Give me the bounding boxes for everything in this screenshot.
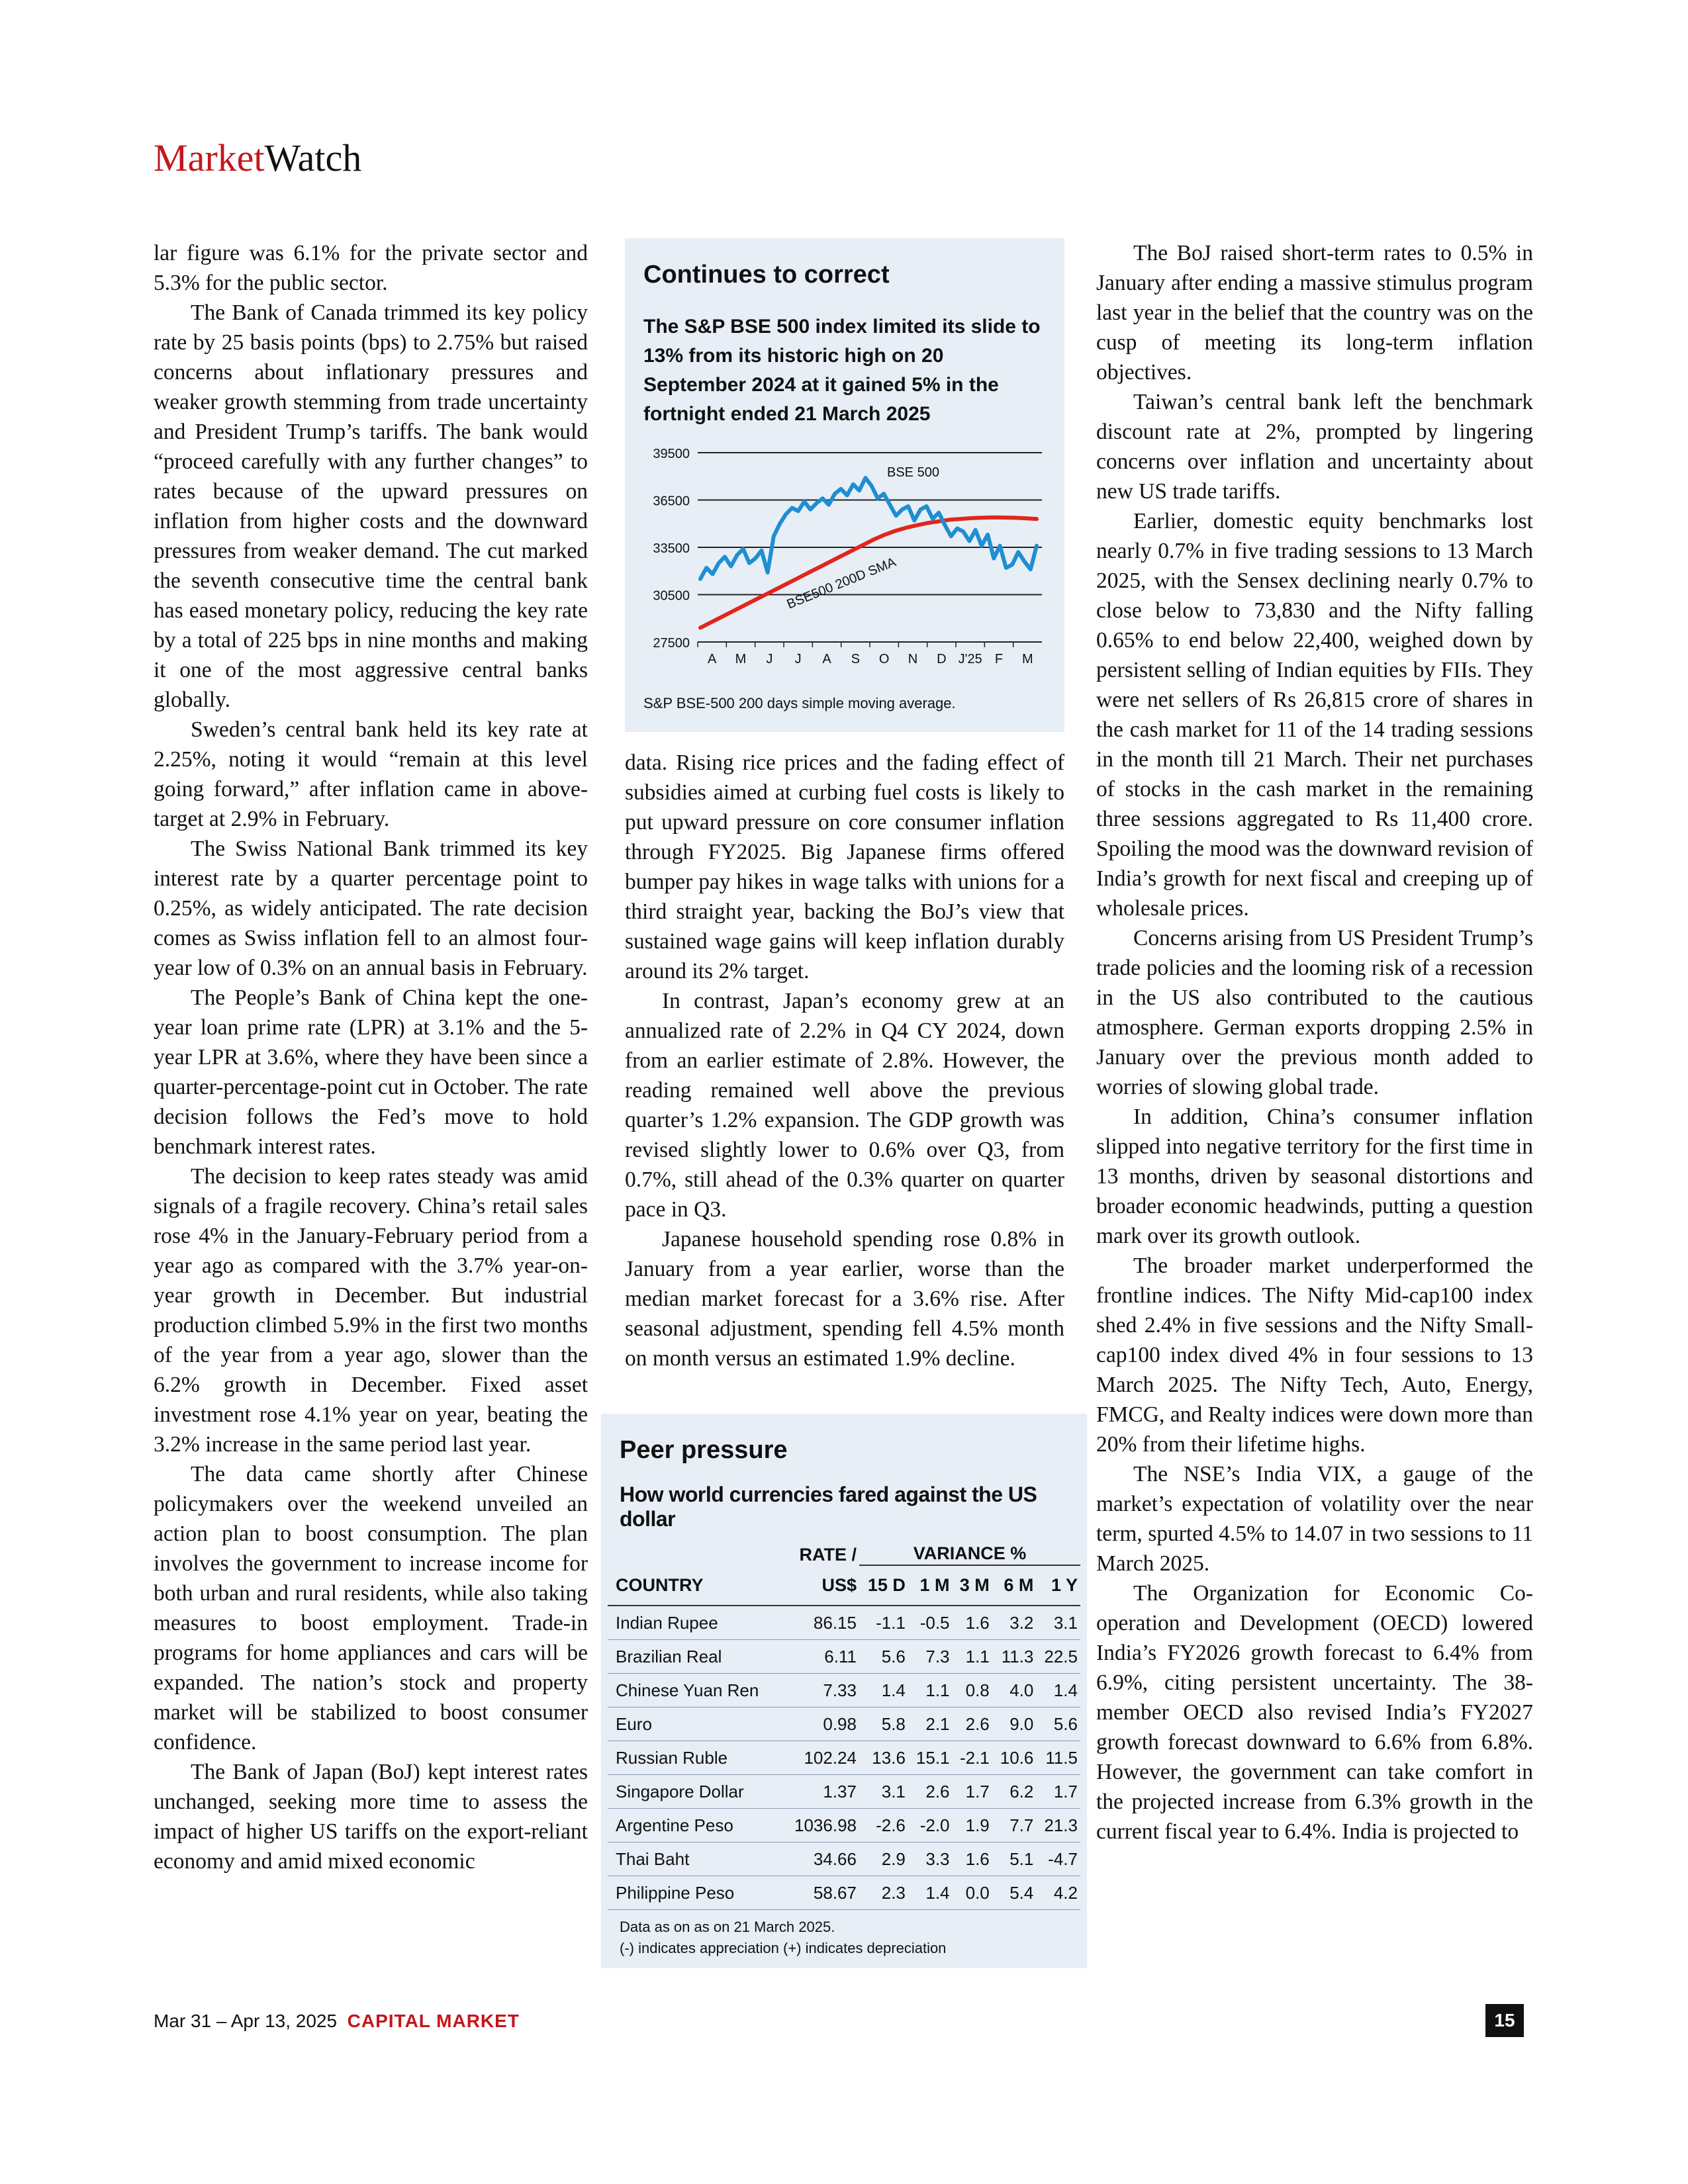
table-row — [608, 1741, 1080, 1775]
value-cell: 1.7 — [1036, 1775, 1080, 1809]
value-cell: 7.7 — [992, 1809, 1037, 1843]
paragraph: The broader market underperformed the frontline indices. The Nifty Mid-cap100 index shed 2.4% in five sessions and the Nifty Small-cap100 index dived 4% in four sessions to 13 March 2025. The Nifty Tech, Auto, Energy, FMCG, and Realty indices were down more than 20% from their lifetime highs. — [1096, 1253, 1533, 1457]
country-cell: Philippine Peso — [608, 1876, 782, 1910]
value-cell: 1.4 — [1036, 1674, 1080, 1707]
paragraph: The decision to keep rates steady was amid signals of a fragile recovery. China’s retail sales rose 4% in the January-February period from a year ago as compared with the 3.7% year-on-year growth in December. But industrial production climbed 5.9% in the first two months of the year from a year ago, slower than the 6.2% growth in December. Fixed asset investment rose 4.1% year on year, beating the 3.2% increase in the same period last year. — [154, 1164, 588, 1457]
value-cell: 5.6 — [1036, 1707, 1080, 1741]
chart-note: S&P BSE-500 200 days simple moving average. — [643, 695, 956, 711]
section-header — [154, 136, 362, 179]
value-cell: 5.6 — [859, 1640, 908, 1674]
value-cell: 5.4 — [992, 1876, 1037, 1910]
paragraph: The Bank of Canada trimmed its key policy rate by 25 basis points (bps) to 2.75% but raised concerns about inflationary pressures and weaker growth stemming from trade uncertainty and President Trump’s tariffs. The bank would “proceed carefully with any further changes” to rates because of the upward pressures on inflation from higher costs and the downward pressures from weaker demand. The cut marked the seventh consecutive time the central bank has eased monetary policy, reducing the key rate by a total of 225 bps in nine months and making it one of the most aggressive central banks globally. — [154, 300, 588, 712]
x-tick-label: S — [851, 652, 861, 666]
paragraph: The NSE’s India VIX, a gauge of the market’s expectation of volatility over the near term, spurted 4.5% to 14.07 in two sessions to 11 March 2025. — [1096, 1462, 1533, 1576]
value-cell: 21.3 — [1036, 1809, 1080, 1843]
value-cell: 7.3 — [908, 1640, 953, 1674]
x-tick-label: J — [794, 652, 802, 666]
table-body — [608, 1606, 1080, 1910]
value-cell: 1.6 — [953, 1606, 992, 1640]
series-label-bse500: BSE 500 — [887, 465, 939, 480]
value-cell: 0.8 — [953, 1674, 992, 1707]
value-cell: 5.8 — [859, 1707, 908, 1741]
paragraph: The People’s Bank of China kept the one-year loan prime rate (LPR) at 3.1% and the 5-year LPR at 3.6%, where they have been since a quarter-percentage-point cut in October. The rate decision follows the Fed’s move to hold benchmark interest rates. — [154, 985, 588, 1159]
x-tick-label: M — [735, 652, 747, 666]
y-tick-label: 27500 — [653, 636, 690, 651]
paragraph: The Swiss National Bank trimmed its key interest rate by a quarter percentage point to 0.25%, as widely anticipated. The rate decision comes as Swiss inflation fell to an almost four-year low of 0.3% on an annual basis in February. — [154, 837, 588, 980]
y-tick-label: 30500 — [653, 588, 690, 604]
value-cell: 1.4 — [859, 1674, 908, 1707]
paragraph: Japanese household spending rose 0.8% in January from a year earlier, worse than the median market forecast for a 3.6% rise. After seasonal adjustment, spending fell 4.5% month on month versus an estimated 1.9% decline. — [625, 1227, 1064, 1371]
header-1m: 1 M — [908, 1565, 953, 1606]
value-cell: 102.24 — [782, 1741, 859, 1775]
y-tick-label: 39500 — [653, 447, 690, 461]
header-3m: 3 M — [953, 1565, 992, 1606]
currency-table — [608, 1531, 1080, 1910]
table-row — [608, 1843, 1080, 1876]
table-note — [620, 1917, 946, 1959]
value-cell: 2.1 — [908, 1707, 953, 1741]
bse500-line — [700, 478, 1037, 579]
value-cell: 7.33 — [782, 1674, 859, 1707]
paragraph: Taiwan’s central bank left the benchmark discount rate at 2%, prompted by lingering concerns over inflation and uncertainty about new US trade tariffs. — [1096, 390, 1533, 504]
value-cell: -2.1 — [953, 1741, 992, 1775]
paragraph: Concerns arising from US President Trump’s trade policies and the looming risk of a recession in the US also contributed to the cautious atmosphere. German exports dropping 2.5% in January over the previous month added to worries of slowing global trade. — [1096, 926, 1533, 1099]
chart-subtitle: The S&P BSE 500 index limited its slide to 13% from its historic high on 20 September 2024 at it gained 5% in the fortnight ended 21 March 2025 — [643, 316, 1041, 425]
table-row — [608, 1775, 1080, 1809]
value-cell: 1.9 — [953, 1809, 992, 1843]
table-row — [608, 1640, 1080, 1674]
paragraph: The Organization for Economic Co-operation and Development (OECD) lowered India’s FY2026 growth forecast to 6.4% from 6.9%, citing persistent uncertainty. The 38-member OECD also revised India’s FY2027 growth forecast downward to 6.6% from 6.8%. However, the government can take comfort in the projected increase from 6.3% growth in the current fiscal year to 6.4%. India is projected to — [1096, 1581, 1533, 1844]
table-row — [608, 1707, 1080, 1741]
value-cell: 15.1 — [908, 1741, 953, 1775]
value-cell: 1.6 — [953, 1843, 992, 1876]
table-row — [608, 1809, 1080, 1843]
table-row — [608, 1674, 1080, 1707]
country-cell: Euro — [608, 1707, 782, 1741]
value-cell: 2.6 — [953, 1707, 992, 1741]
country-cell: Chinese Yuan Ren — [608, 1674, 782, 1707]
value-cell: 1.1 — [908, 1674, 953, 1707]
paragraph: In contrast, Japan’s economy grew at an annualized rate of 2.2% in Q4 CY 2024, down from an earlier estimate of 2.8%. However, the reading remained well above the previous quarter’s 1.2% expansion. The GDP growth was revised slightly lower to 0.6% over Q3, from 0.7%, still ahead of the 0.3% quarter on quarter pace in Q3. — [625, 989, 1064, 1222]
value-cell: 6.2 — [992, 1775, 1037, 1809]
y-tick-label: 33500 — [653, 541, 690, 556]
country-cell: Singapore Dollar — [608, 1775, 782, 1809]
value-cell: 9.0 — [992, 1707, 1037, 1741]
paragraph: The Bank of Japan (BoJ) kept interest rates unchanged, seeking more time to assess the impact of higher US tariffs on the export-reliant economy and amid mixed economic — [154, 1760, 588, 1874]
country-cell: Indian Rupee — [608, 1606, 782, 1640]
value-cell: 22.5 — [1036, 1640, 1080, 1674]
value-cell: 5.1 — [992, 1843, 1037, 1876]
line-chart — [625, 238, 1064, 732]
footer-date: Mar 31 – Apr 13, 2025 — [154, 2011, 338, 2031]
x-tick-label: A — [822, 652, 831, 666]
table-row — [608, 1876, 1080, 1910]
brand-market: Market — [154, 136, 265, 179]
y-tick-label: 36500 — [653, 494, 690, 509]
value-cell: 4.2 — [1036, 1876, 1080, 1910]
chart-title: Continues to correct — [643, 261, 890, 289]
country-cell: Brazilian Real — [608, 1640, 782, 1674]
paragraph: In addition, China’s consumer inflation slipped into negative territory for the first time in 13 months, driven by seasonal distortions and broader economic headwinds, putting a question mark over its growth outlook. — [1096, 1105, 1533, 1248]
x-tick-label: M — [1021, 652, 1033, 666]
value-cell: 58.67 — [782, 1876, 859, 1910]
header-6m: 6 M — [992, 1565, 1037, 1606]
paragraph: data. Rising rice prices and the fading effect of subsidies aimed at curbing fuel costs is likely to put upward pressure on core consumer inflation through FY2025. Big Japanese firms offered bumper pay hikes in wage talks with unions for a third straight year, backing the BoJ’s view that sustained wage gains will keep inflation durably around its 2% target. — [625, 751, 1064, 983]
table-note-legend: (-) indicates appreciation (+) indicates depreciation — [620, 1940, 947, 1956]
paragraph: lar figure was 6.1% for the private sector and 5.3% for the public sector. — [154, 241, 588, 295]
value-cell: 2.6 — [908, 1775, 953, 1809]
value-cell: 3.1 — [1036, 1606, 1080, 1640]
value-cell: 0.0 — [953, 1876, 992, 1910]
value-cell: 3.1 — [859, 1775, 908, 1809]
x-tick-label: F — [994, 652, 1004, 666]
country-cell: Argentine Peso — [608, 1809, 782, 1843]
article-column-3 — [1096, 238, 1533, 1846]
value-cell: 1.1 — [953, 1640, 992, 1674]
brand-watch: Watch — [264, 136, 362, 179]
x-tick-label: A — [707, 652, 717, 666]
value-cell: 1.37 — [782, 1775, 859, 1809]
series-label-sma: BSE500 200D SMA — [784, 555, 898, 612]
value-cell: 86.15 — [782, 1606, 859, 1640]
footer-magazine: CAPITAL MARKET — [347, 2011, 520, 2031]
value-cell: 2.3 — [859, 1876, 908, 1910]
value-cell: 3.2 — [992, 1606, 1037, 1640]
value-cell: -0.5 — [908, 1606, 953, 1640]
value-cell: -2.0 — [908, 1809, 953, 1843]
value-cell: -4.7 — [1036, 1843, 1080, 1876]
header-15d: 15 D — [859, 1565, 908, 1606]
value-cell: 1.4 — [908, 1876, 953, 1910]
value-cell: 1.7 — [953, 1775, 992, 1809]
article-column-1 — [154, 238, 588, 1876]
table-title: Peer pressure — [620, 1436, 788, 1464]
article-column-2 — [625, 748, 1064, 1373]
currency-table-box — [601, 1414, 1087, 1968]
header-country: COUNTRY — [608, 1565, 782, 1606]
value-cell: 4.0 — [992, 1674, 1037, 1707]
header-rate: RATE / — [799, 1545, 857, 1565]
value-cell: -2.6 — [859, 1809, 908, 1843]
value-cell: 6.11 — [782, 1640, 859, 1674]
value-cell: 11.5 — [1036, 1741, 1080, 1775]
value-cell: -1.1 — [859, 1606, 908, 1640]
footer — [154, 2011, 520, 2032]
x-tick-label: J'25 — [958, 652, 982, 666]
header-1y: 1 Y — [1036, 1565, 1080, 1606]
value-cell: 1036.98 — [782, 1809, 859, 1843]
value-cell: 2.9 — [859, 1843, 908, 1876]
table-row — [608, 1606, 1080, 1640]
value-cell: 11.3 — [992, 1640, 1037, 1674]
country-cell: Thai Baht — [608, 1843, 782, 1876]
value-cell: 34.66 — [782, 1843, 859, 1876]
paragraph: The BoJ raised short-term rates to 0.5% in January after ending a massive stimulus program last year in the belief that the country was on the cusp of meeting its long-term inflation objectives. — [1096, 241, 1533, 385]
x-tick-label: O — [878, 652, 890, 666]
value-cell: 3.3 — [908, 1843, 953, 1876]
header-usd: US$ — [782, 1565, 859, 1606]
table-note-date: Data as on as on 21 March 2025. — [620, 1919, 835, 1935]
value-cell: 10.6 — [992, 1741, 1037, 1775]
country-cell: Russian Ruble — [608, 1741, 782, 1775]
value-cell: 0.98 — [782, 1707, 859, 1741]
x-tick-label: N — [908, 652, 918, 666]
header-variance: VARIANCE % — [859, 1531, 1080, 1565]
x-tick-label: J — [766, 652, 773, 666]
value-cell: 13.6 — [859, 1741, 908, 1775]
paragraph: Earlier, domestic equity benchmarks lost nearly 0.7% in five trading sessions to 13 March 2025, with the Sensex declining nearly 0.7% to close below to 73,830 and the Nifty falling 0.65% to end below 22,400, weighed down by persistent selling of Indian equities by FIIs. They were net sellers of Rs 26,815 crore of shares in the cash market for 11 of the 14 trading sessions in the month till 21 March. Their net purchases of stocks in the cash market in the remaining three sessions aggregated to Rs 11,400 crore. Spoiling the mood was the downward revision of India’s growth for next fiscal and creeping up of wholesale prices. — [1096, 509, 1533, 921]
chart-box — [625, 238, 1064, 732]
paragraph: Sweden’s central bank held its key rate at 2.25%, noting it would “remain at this level going forward,” after inflation came in above-target at 2.9% in February. — [154, 717, 588, 831]
table-subtitle: How world currencies fared against the US dollar — [620, 1482, 1037, 1531]
x-tick-label: D — [937, 652, 947, 666]
page-number: 15 — [1485, 2004, 1524, 2037]
paragraph: The data came shortly after Chinese policymakers over the weekend unveiled an action plan to boost consumption. The plan involves the government to increase income for both urban and rural residents, while also taking measures to boost employment. Trade-in programs for home appliances and cars will be expanded. The nation’s stock and property market will be stabilized to boost consumer confidence. — [154, 1462, 588, 1754]
